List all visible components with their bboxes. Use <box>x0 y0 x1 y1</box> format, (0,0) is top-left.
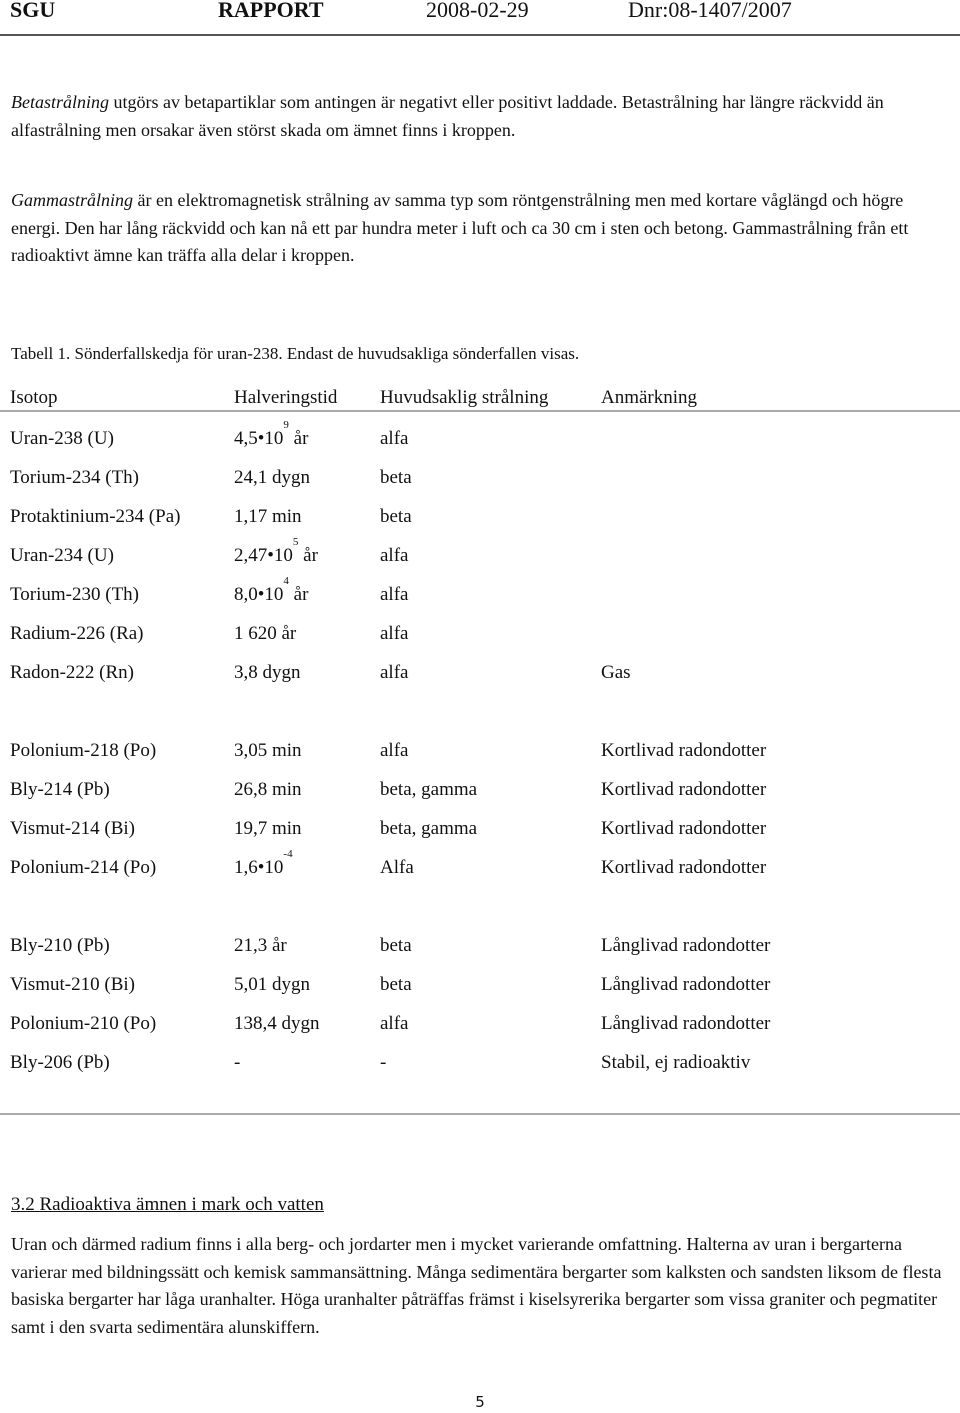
cell-half-life <box>234 658 301 688</box>
half-life-value: 24,1 dygn <box>234 467 310 488</box>
table-header-rule <box>0 410 960 412</box>
table-row <box>0 536 960 571</box>
half-life-value: - <box>234 1052 241 1073</box>
cell-half-life <box>234 619 296 649</box>
cell-radiation: alfa <box>380 428 409 449</box>
cell-half-life <box>234 1048 240 1078</box>
cell-radiation: alfa <box>380 584 409 605</box>
header-org: SGU <box>10 0 56 22</box>
table-bottom-rule <box>0 1113 960 1115</box>
table-row <box>0 848 960 883</box>
half-life-unit: år <box>288 428 309 449</box>
table-row <box>0 970 960 1000</box>
table-row <box>0 658 960 688</box>
cell-half-life <box>234 736 302 766</box>
table-row <box>0 931 960 961</box>
cell-isotope: Uran-238 (U) <box>10 428 114 449</box>
cell-isotope: Torium-234 (Th) <box>10 467 140 488</box>
col-header-isotope: Isotop <box>10 387 58 408</box>
half-life-unit: år <box>298 545 318 566</box>
cell-note: Kortlivad radondotter <box>601 857 767 878</box>
cell-isotope: Bly-206 (Pb) <box>10 1052 110 1073</box>
cell-note: Långlivad radondotter <box>601 1013 771 1034</box>
cell-radiation: beta, gamma <box>380 818 478 839</box>
table-row <box>0 814 960 844</box>
cell-radiation: Alfa <box>380 857 414 878</box>
gamma-text: är en elektromagnetisk strålning av samma typ som röntgenstrålning men med kortare våglängd och högre energi. Den har lång räckvidd och kan nå ett par hundra meter i luft och ca 30 cm i sten och betong. Gammastrålning från ett radioaktivt ämne kan träffa alla delar i kroppen. <box>11 190 909 265</box>
half-life-exponent: 5 <box>292 536 299 548</box>
half-life-value: 1 620 år <box>234 623 297 644</box>
half-life-value: 4,5•10 <box>234 428 284 449</box>
half-life-value: 3,8 dygn <box>234 662 301 683</box>
half-life-value: 8,0•10 <box>234 584 284 605</box>
header-doc-type: RAPPORT <box>218 0 324 22</box>
cell-half-life <box>234 575 309 610</box>
table-header-row <box>0 383 960 413</box>
cell-radiation: - <box>380 1052 387 1073</box>
table-row <box>0 575 960 610</box>
header-ref: Dnr:08-1407/2007 <box>628 0 792 22</box>
cell-isotope: Protaktinium-234 (Pa) <box>10 506 181 527</box>
cell-half-life <box>234 502 302 532</box>
half-life-value: 19,7 min <box>234 818 302 839</box>
gamma-term: Gammastrålning <box>11 190 134 210</box>
half-life-value: 138,4 dygn <box>234 1013 320 1034</box>
table-row <box>0 736 960 766</box>
cell-note: Kortlivad radondotter <box>601 818 767 839</box>
col-header-radiation: Huvudsaklig strålning <box>380 387 549 408</box>
table-row <box>0 1048 960 1078</box>
half-life-value: 2,47•10 <box>234 545 293 566</box>
half-life-value: 1,6•10 <box>234 857 284 878</box>
cell-note: Gas <box>601 662 631 683</box>
cell-isotope: Vismut-214 (Bi) <box>10 818 135 839</box>
table-row <box>0 502 960 532</box>
cell-note: Kortlivad radondotter <box>601 779 767 800</box>
cell-radiation: alfa <box>380 545 409 566</box>
half-life-value: 1,17 min <box>234 506 302 527</box>
cell-isotope: Polonium-218 (Po) <box>10 740 157 761</box>
section-body: Uran och därmed radium finns i alla berg- och jordarter men i mycket varierande omfattning. Halterna av uran i bergarterna varierar med bildningssätt och kemisk sammansättning. Många sedimentära bergarter som kalksten och sandsten liksom de flesta basiska bergarter har låga uranhalter. Höga uranhalter påträffas främst i kiselsyrerika bergarter som vissa graniter och pegmatiter samt i den svarta sedimentära alunskiffern. <box>11 1234 942 1337</box>
half-life-value: 21,3 år <box>234 935 287 956</box>
cell-isotope: Polonium-210 (Po) <box>10 1013 157 1034</box>
cell-radiation: beta <box>380 935 412 956</box>
cell-half-life <box>234 970 310 1000</box>
cell-note: Långlivad radondotter <box>601 974 771 995</box>
section-heading: 3.2 Radioaktiva ämnen i mark och vatten <box>11 1194 324 1215</box>
half-life-value: 3,05 min <box>234 740 302 761</box>
cell-radiation: alfa <box>380 1013 409 1034</box>
col-header-note: Anmärkning <box>601 387 698 408</box>
half-life-value: 5,01 dygn <box>234 974 310 995</box>
half-life-exponent: -4 <box>283 848 293 860</box>
cell-isotope: Vismut-210 (Bi) <box>10 974 135 995</box>
table-row <box>0 463 960 493</box>
table-row <box>0 775 960 805</box>
half-life-exponent: 4 <box>283 575 289 587</box>
cell-radiation: beta <box>380 467 412 488</box>
cell-half-life <box>234 536 318 571</box>
cell-isotope: Radon-222 (Rn) <box>10 662 135 683</box>
beta-paragraph <box>11 89 951 144</box>
cell-half-life <box>234 419 309 454</box>
cell-half-life <box>234 814 302 844</box>
cell-radiation: beta <box>380 974 412 995</box>
cell-half-life <box>234 463 310 493</box>
cell-isotope: Bly-214 (Pb) <box>10 779 110 800</box>
cell-isotope: Uran-234 (U) <box>10 545 114 566</box>
cell-radiation: alfa <box>380 623 409 644</box>
cell-half-life <box>234 1009 320 1039</box>
cell-radiation: beta, gamma <box>380 779 478 800</box>
cell-isotope: Bly-210 (Pb) <box>10 935 110 956</box>
cell-half-life <box>234 775 302 805</box>
page-number: 5 <box>475 1393 485 1411</box>
cell-note: Stabil, ej radioaktiv <box>601 1052 751 1073</box>
half-life-exponent: 9 <box>283 419 289 431</box>
cell-radiation: alfa <box>380 662 409 683</box>
beta-term: Betastrålning <box>11 92 109 112</box>
cell-isotope: Torium-230 (Th) <box>10 584 140 605</box>
table-row <box>0 419 960 454</box>
col-header-half-life: Halveringstid <box>234 387 338 408</box>
half-life-unit: år <box>288 584 309 605</box>
header-date: 2008-02-29 <box>426 0 529 22</box>
table-caption: Tabell 1. Sönderfallskedja för uran-238. Endast de huvudsakliga sönderfallen visas. <box>11 344 580 363</box>
cell-half-life <box>234 848 293 883</box>
beta-text: utgörs av betapartiklar som antingen är negativt eller positivt laddade. Betastrålning har längre räckvidd än alfastrålning men orsakar även störst skada om ämnet finns i kroppen. <box>11 92 884 140</box>
cell-radiation: beta <box>380 506 412 527</box>
header-rule <box>0 34 960 36</box>
gamma-paragraph <box>11 187 951 270</box>
cell-isotope: Polonium-214 (Po) <box>10 857 157 878</box>
table-row <box>0 619 960 649</box>
page-header <box>0 0 960 28</box>
cell-half-life <box>234 931 287 961</box>
cell-isotope: Radium-226 (Ra) <box>10 623 144 644</box>
cell-radiation: alfa <box>380 740 409 761</box>
cell-note: Långlivad radondotter <box>601 935 771 956</box>
table-row <box>0 1009 960 1039</box>
half-life-value: 26,8 min <box>234 779 302 800</box>
cell-note: Kortlivad radondotter <box>601 740 767 761</box>
